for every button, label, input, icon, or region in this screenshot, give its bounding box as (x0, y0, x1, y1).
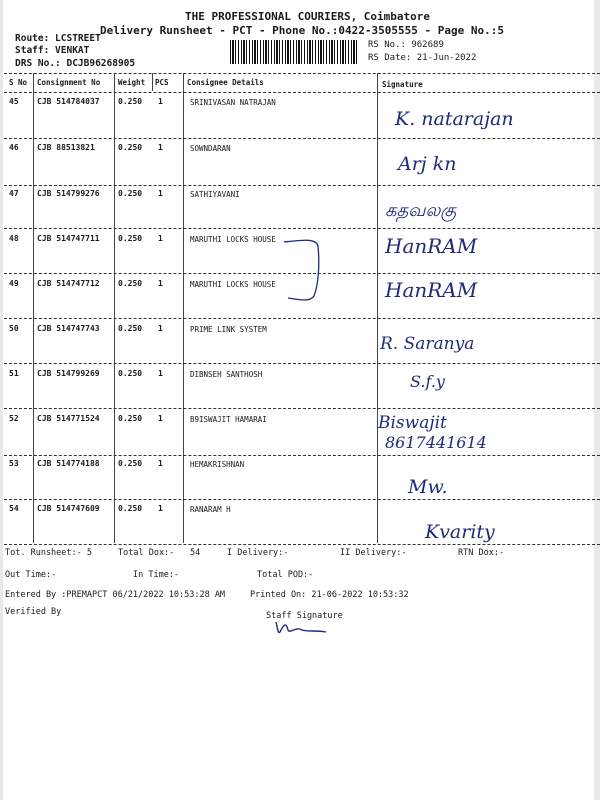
col-rule (114, 73, 115, 543)
col-rule (183, 73, 184, 543)
row-signature: Kvarity (425, 521, 495, 543)
drs-number: DRS No.: DCJB96268905 (15, 58, 136, 69)
verified-by: Verified By (5, 607, 62, 617)
row-consignee: PRIME LINK SYSTEM (190, 325, 267, 334)
row-signature: Biswajit (378, 413, 447, 433)
total-runsheet: Tot. Runsheet:- 5 (5, 548, 92, 558)
row-consignment: CJB 514774188 (37, 459, 100, 468)
row-consignment: CJB 514747711 (37, 234, 100, 243)
row-consignee: RANARAM H (190, 505, 231, 514)
row-consignment: CJB 514771524 (37, 414, 100, 423)
row-pcs: 1 (158, 234, 163, 243)
row-pcs: 1 (158, 369, 163, 378)
rs-number: RS No.: 962689 (368, 40, 444, 50)
row-signature: R. Saranya (380, 334, 475, 354)
row-consignment: CJB 514799276 (37, 189, 100, 198)
col-header-signature: Signature (382, 80, 423, 89)
row-sno: 47 (9, 189, 19, 198)
col-rule (377, 73, 378, 543)
staff-signature-label: Staff Signature (266, 611, 343, 621)
row-sno: 53 (9, 459, 19, 468)
col-rule (33, 73, 34, 543)
row-sno: 46 (9, 143, 19, 152)
row-consignment: CJB 88513821 (37, 143, 95, 152)
row-pcs: 1 (158, 143, 163, 152)
row-consignment: CJB 514747743 (37, 324, 100, 333)
row-consignee: DIBNSEH SANTHOSH (190, 370, 263, 379)
col-header-weight: Weight (118, 78, 146, 87)
row-pcs: 1 (158, 504, 163, 513)
row-sno: 50 (9, 324, 19, 333)
row-pcs: 1 (158, 279, 163, 288)
row-pcs: 1 (158, 189, 163, 198)
company-title: THE PROFESSIONAL COURIERS, Coimbatore (185, 10, 431, 23)
row-weight: 0.250 (118, 97, 143, 106)
row-weight: 0.250 (118, 279, 143, 288)
in-time: In Time:- (133, 570, 180, 580)
row-consignee: SATHIYAVANI (190, 190, 240, 199)
row-signature: Arj kn (398, 153, 457, 175)
scan-margin (0, 0, 3, 800)
row-weight: 0.250 (118, 369, 143, 378)
row-rule (4, 499, 600, 500)
row-consignee: MARUTHI LOCKS HOUSE (190, 235, 276, 244)
row-weight: 0.250 (118, 324, 143, 333)
out-time: Out Time:- (5, 570, 57, 580)
row-sno: 49 (9, 279, 19, 288)
row-sno: 45 (9, 97, 19, 106)
rtn-dox: RTN Dox:- (458, 548, 505, 558)
col-header-pcs: PCS (155, 78, 169, 87)
row-sno: 51 (9, 369, 19, 378)
table-bottom-rule (4, 544, 600, 545)
staff-signature-scribble (272, 618, 332, 640)
row-rule (4, 455, 600, 456)
row-signature: HanRAM (385, 234, 478, 258)
row-sno: 48 (9, 234, 19, 243)
row-consignee: HEMAKRISHNAN (190, 460, 245, 469)
barcode (230, 40, 358, 64)
col-header-sno: S No (9, 78, 28, 87)
table-top-rule (4, 73, 600, 74)
row-rule (4, 363, 600, 364)
runsheet-subtitle: Delivery Runsheet - PCT - Phone No.:0422-3505555 - Page No.:5 (100, 24, 504, 37)
total-pod: Total POD:- (257, 570, 314, 580)
printed-on: Printed On: 21-06-2022 10:53:32 (250, 590, 409, 600)
row-weight: 0.250 (118, 414, 143, 423)
total-dox-label: Total Dox:- (118, 548, 175, 558)
row-rule (4, 408, 600, 409)
col-header-consignee: Consignee Details (187, 78, 264, 87)
row-signature: Mw. (408, 476, 448, 498)
row-pcs: 1 (158, 459, 163, 468)
row-weight: 0.250 (118, 189, 143, 198)
staff-label: Staff: VENKAT (15, 45, 90, 56)
bracket-mark (280, 236, 330, 308)
row-weight: 0.250 (118, 504, 143, 513)
col-rule (152, 73, 153, 91)
row-rule (4, 228, 600, 229)
row-rule (4, 92, 600, 93)
i-delivery: I Delivery:- (227, 548, 289, 558)
scan-edge (594, 0, 600, 800)
row-rule (4, 185, 600, 186)
row-consignee: MARUTHI LOCKS HOUSE (190, 280, 276, 289)
row-weight: 0.250 (118, 143, 143, 152)
row-pcs: 1 (158, 324, 163, 333)
row-consignment: CJB 514799269 (37, 369, 100, 378)
row-consignment: CJB 514747609 (37, 504, 100, 513)
row-consignee: SOWNDARAN (190, 144, 231, 153)
row-pcs: 1 (158, 97, 163, 106)
col-header-consignment: Consignment No (37, 78, 101, 87)
route-label: Route: LCSTREET (15, 33, 101, 44)
total-dox-value: 54 (190, 548, 201, 558)
row-signature: K. natarajan (395, 108, 514, 130)
row-signature: S.f.y (410, 372, 445, 391)
row-consignee: B9ISWAJIT HAMARAI (190, 415, 267, 424)
ii-delivery: II Delivery:- (340, 548, 407, 558)
row-pcs: 1 (158, 414, 163, 423)
row-consignment: CJB 514784037 (37, 97, 100, 106)
row-signature: கதவலகு (385, 200, 457, 221)
row-sno: 52 (9, 414, 19, 423)
row-sno: 54 (9, 504, 19, 513)
row-signature-phone: 8617441614 (385, 433, 487, 452)
row-rule (4, 318, 600, 319)
entered-by: Entered By :PREMAPCT 06/21/2022 10:53:28 AM (5, 590, 226, 600)
row-consignment: CJB 514747712 (37, 279, 100, 288)
row-rule (4, 138, 600, 139)
row-signature: HanRAM (385, 278, 478, 302)
row-weight: 0.250 (118, 459, 143, 468)
row-weight: 0.250 (118, 234, 143, 243)
row-consignee: SRINIVASAN NATRAJAN (190, 98, 276, 107)
rs-date: RS Date: 21-Jun-2022 (368, 53, 477, 63)
